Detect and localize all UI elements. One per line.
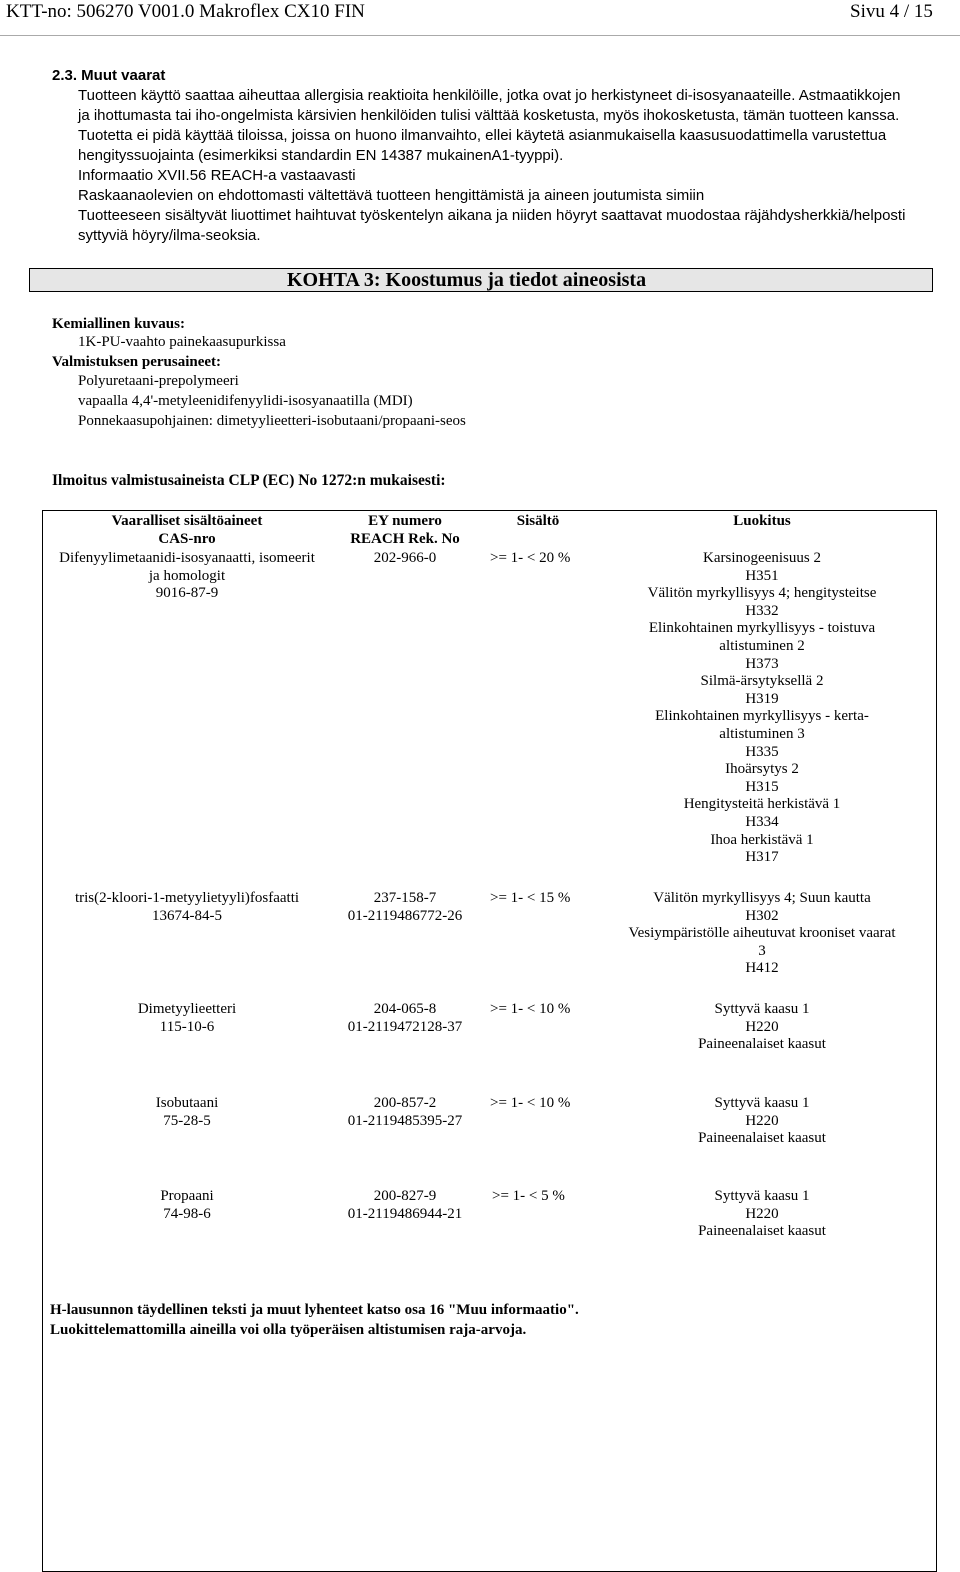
- col-header-ingredients: Vaaralliset sisältöaineet CAS-nro: [111, 513, 263, 547]
- hazard-line: ja ihottumasta tai iho-ongelmista kärsivien henkilöiden tulisi välttää kosketusta, myös ihokosketusta, tämän tuotteen kanssa.: [78, 107, 900, 124]
- table-row-3-classification: Syttyvä kaasu 1 H220 Paineenalaiset kaasut: [698, 1001, 826, 1053]
- table-row-2-classification: Välitön myrkyllisyys 4; Suun kautta H302 Vesiympäristölle aiheutuvat krooniset vaarat 3 H412: [628, 890, 896, 977]
- table-row-2-content: >= 1- < 15 %: [490, 890, 571, 906]
- clp-heading: Ilmoitus valmistusaineista CLP (EC) No 1272:n mukaisesti:: [52, 472, 446, 489]
- table-row-2-name: tris(2-kloori-1-metyylietyyli)fosfaatti 13674-84-5: [74, 890, 300, 924]
- table-row-5-content: >= 1- < 5 %: [492, 1188, 565, 1204]
- base-material-line: vapaalla 4,4'-metyleenidifenyylidi-isosyanaatilla (MDI): [78, 393, 413, 409]
- table-row-1-content: >= 1- < 20 %: [490, 550, 571, 566]
- hazard-line: syttyviä höyry/ilma-seoksia.: [78, 227, 261, 244]
- table-row-4-classification: Syttyvä kaasu 1 H220 Paineenalaiset kaasut: [698, 1095, 826, 1147]
- base-material-line: Polyuretaani-prepolymeeri: [78, 373, 239, 389]
- page-number: Sivu 4 / 15: [850, 1, 933, 22]
- footnote-h-statements: H-lausunnon täydellinen teksti ja muut lyhenteet katso osa 16 "Muu informaatio".: [50, 1302, 579, 1318]
- section-3-title: KOHTA 3: Koostumus ja tiedot aineosista: [287, 269, 647, 291]
- col-header-content: Sisältö: [516, 513, 560, 529]
- section-3-title-box: [29, 268, 933, 292]
- col-header-classification: Luokitus: [733, 513, 791, 529]
- chem-desc-value: 1K-PU-vaahto painekaasupurkissa: [78, 334, 286, 350]
- chem-desc-label: Kemiallinen kuvaus:: [52, 316, 185, 332]
- header-rule: [0, 35, 960, 36]
- hazard-line: hengityssuojainta (esimerkiksi standardin EN 14387 mukainenA1-tyyppi).: [78, 147, 564, 164]
- hazard-line: Raskaanaolevien on ehdottomasti vältettävä tuotteen hengittämistä ja aineen joutumista simiin: [78, 187, 705, 204]
- doc-header-id: KTT-no: 506270 V001.0 Makroflex CX10 FIN: [6, 1, 365, 22]
- base-material-line: Ponnekaasupohjainen: dimetyylieetteri-isobutaani/propaani-seos: [78, 413, 466, 429]
- table-row-3-name: Dimetyylieetteri 115-10-6: [137, 1001, 237, 1035]
- table-row-2-ec: 237-158-7 01-2119486772-26: [347, 890, 463, 924]
- table-row-3-ec: 204-065-8 01-2119472128-37: [347, 1001, 463, 1035]
- table-row-4-content: >= 1- < 10 %: [490, 1095, 571, 1111]
- footnote-exposure-limits: Luokittelemattomilla aineilla voi olla työperäisen altistumisen raja-arvoja.: [50, 1322, 527, 1338]
- table-row-4-name: Isobutaani 75-28-5: [155, 1095, 219, 1129]
- hazard-line: Tuotteeseen sisältyvät liuottimet haihtuvat työskentelyn aikana ja niiden höyryt saattavat muodostaa räjähdysherkkiä/helposti: [78, 207, 906, 224]
- table-row-1-classification: Karsinogeenisuus 2 H351 Välitön myrkyllisyys 4; hengitysteitse H332 Elinkohtainen myrkyllisyys - toistuva altistuminen 2 H373 Silmä-ärsytyksellä 2 H319 Elinkohtainen myrkyllisyys - kerta- altistuminen 3 H335 Ihoärsytys 2 H315 Hengitysteitä herkistävä 1 H334 Ihoa herkistävä 1 H317: [647, 550, 877, 866]
- table-row-4-ec: 200-857-2 01-2119485395-27: [347, 1095, 463, 1129]
- section-2-3-heading: 2.3. Muut vaarat: [52, 67, 166, 84]
- table-row-5-classification: Syttyvä kaasu 1 H220 Paineenalaiset kaasut: [698, 1188, 826, 1240]
- hazard-line: Tuotteen käyttö saattaa aiheuttaa allergisia reaktioita henkilöille, jotka ovat jo herkistyneet di-isosyanaateille. Astmaatikkojen: [78, 87, 901, 104]
- hazard-line: Tuotetta ei pidä käyttää tiloissa, joissa on huono ilmanvaihto, ellei käytetä asianmukaisella kaasusuodattimella varustettua: [78, 127, 887, 144]
- hazard-line: Informaatio XVII.56 REACH-a vastaavasti: [78, 167, 356, 184]
- table-row-5-name: Propaani 74-98-6: [160, 1188, 214, 1222]
- table-row-1-ec: 202-966-0: [373, 550, 437, 566]
- base-materials-label: Valmistuksen perusaineet:: [52, 354, 222, 370]
- table-row-5-ec: 200-827-9 01-2119486944-21: [347, 1188, 463, 1222]
- table-row-3-content: >= 1- < 10 %: [490, 1001, 571, 1017]
- col-header-ec-number: EY numero REACH Rek. No: [350, 513, 460, 547]
- table-row-1-name: Difenyylimetaanidi-isosyanaatti, isomeerit ja homologit 9016-87-9: [59, 550, 315, 602]
